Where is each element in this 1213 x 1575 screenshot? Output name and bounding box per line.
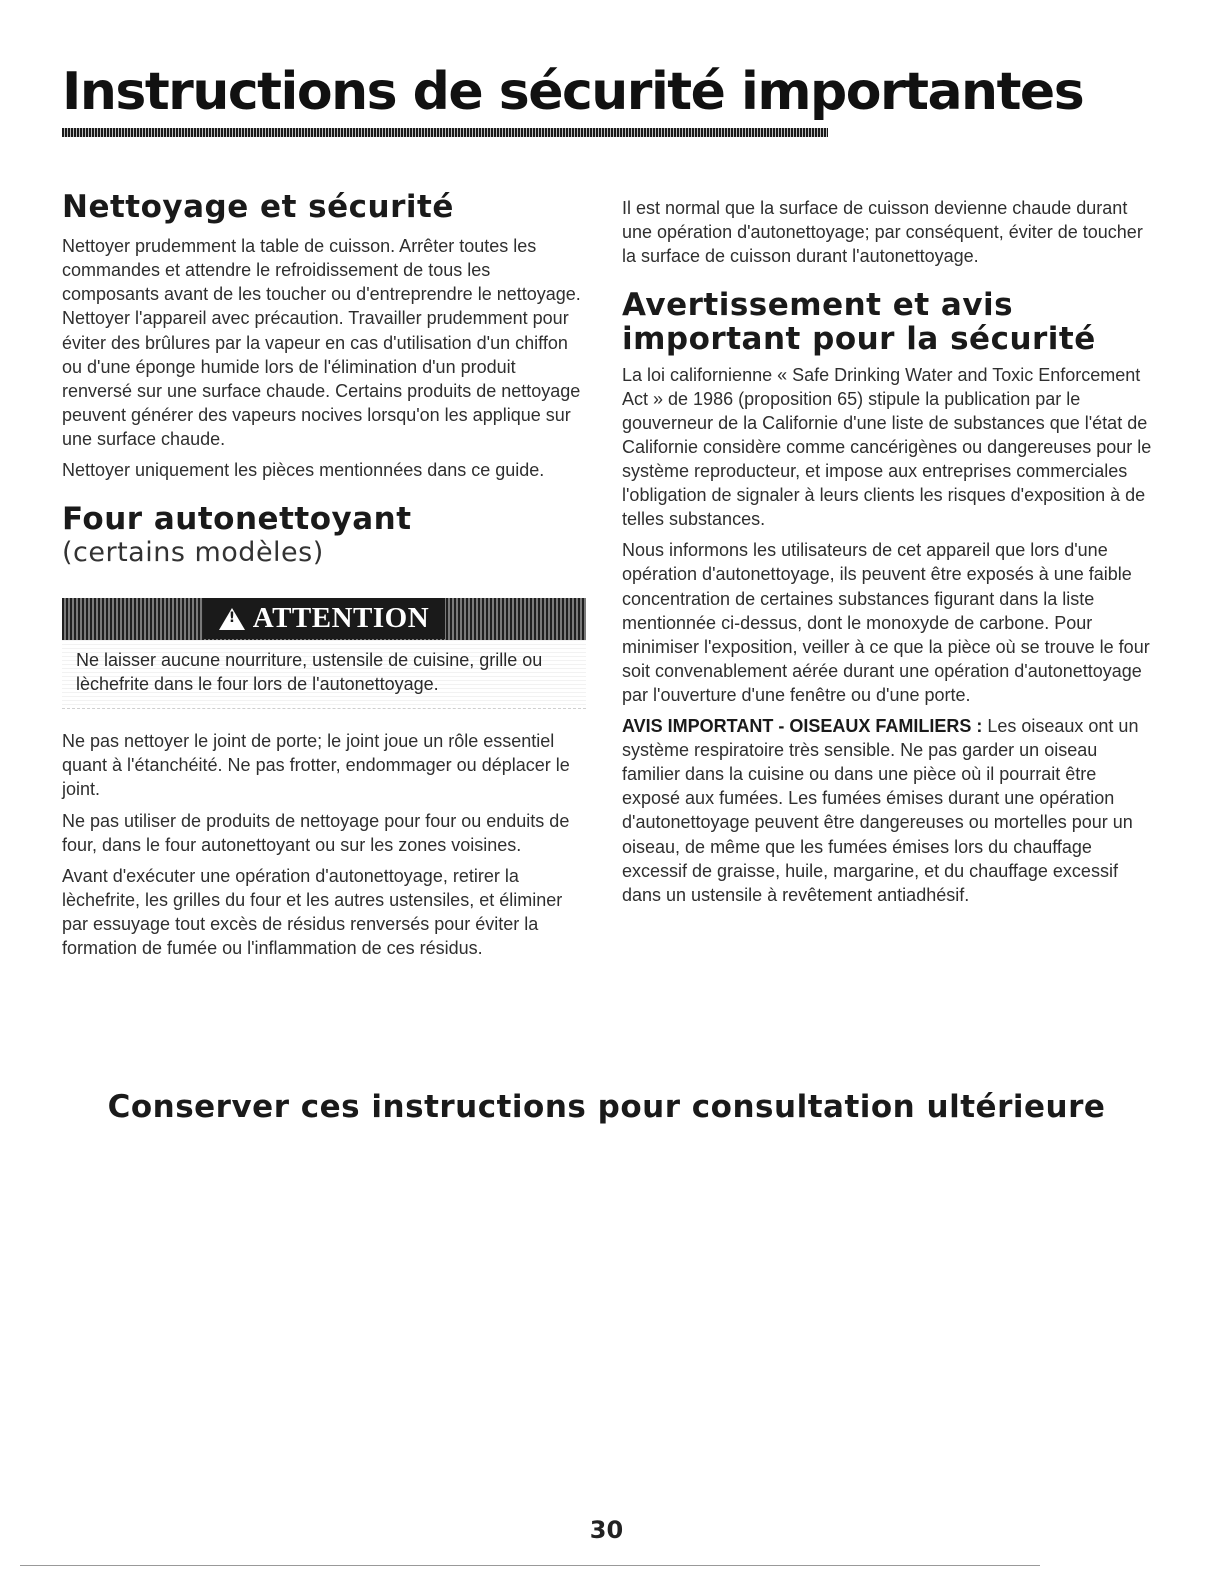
four-paragraph-2: Ne pas utiliser de produits de nettoyage pour four ou enduits de four, dans le four autonettoyant ou sur les zones voisines.	[62, 810, 570, 855]
warning-triangle-icon	[219, 608, 245, 630]
page-number: 30	[589, 1516, 624, 1544]
left-column	[62, 190, 582, 960]
avert-paragraph-3	[622, 714, 1152, 907]
page-title: Instructions de sécurité importantes	[62, 62, 1084, 122]
avert-paragraph-1: La loi californienne « Safe Drinking Water and Toxic Enforcement Act » de 1986 (proposition 65) stipule la publication par le gouverneur de la Californie d'une liste de substances que l'état de Californie considère comme cancérigènes ou dangereuses pour le système reproducteur, et impose aux entreprises commerciales l'obligation de signaler à leurs clients les risques d'exposition à de telles substances.	[622, 364, 1152, 530]
section-heading-avertissement-line2: important pour la sécurité	[622, 321, 1096, 358]
nettoyage-paragraph-2: Nettoyer uniquement les pièces mentionnées dans ce guide.	[62, 460, 545, 481]
intro-paragraph: Il est normal que la surface de cuisson devienne chaude durant une opération d'autonettoyage; par conséquent, éviter de toucher la surface de cuisson durant l'autonettoyage.	[622, 198, 1143, 267]
title-underline-rule	[62, 128, 828, 137]
section-heading-avertissement-line1: Avertissement et avis	[622, 287, 1014, 324]
avis-important-body: Les oiseaux ont un système respiratoire très sensible. Ne pas garder un oiseau familier dans la cuisine ou dans une pièce où il pourrait être exposé aux fumées. Les fumées émises durant une opération d'autonettoyage peuvent être dangereuses ou mortelles pour un oiseau, de même que les fumées émises lors du chauffage excessif de graisse, huile, margarine, et du chauffage excessif dans un ustensile à revêtement antiadhésif.	[622, 716, 1139, 905]
attention-warning-box	[62, 598, 586, 709]
attention-banner	[62, 598, 586, 640]
four-paragraph-3: Avant d'exécuter une opération d'autonettoyage, retirer la lèchefrite, les grilles du four et les autres ustensiles, et éliminer par essuyage tout excès de résidus renversés pour éviter la formation de fumée ou l'inflammation de ces résidus.	[62, 865, 563, 959]
attention-label: ATTENTION	[252, 602, 430, 635]
section-heading-nettoyage: Nettoyage et sécurité	[62, 189, 454, 225]
bottom-rule	[20, 1565, 1040, 1566]
nettoyage-paragraph-1: Nettoyer prudemment la table de cuisson. Arrêter toutes les commandes et attendre le refroidissement de tous les composants avant de les toucher ou d'entreprendre le nettoyage. Nettoyer l'appareil avec précaution. Travailler prudemment pour éviter des brûlures par la vapeur en cas d'utilisation d'un chiffon ou d'une éponge humide lors de l'élimination d'un produit renversé sur une surface chaude. Certains produits de nettoyage peuvent générer des vapeurs nocives lorsqu'on les applique sur une surface chaude.	[62, 236, 581, 449]
avert-paragraph-2: Nous informons les utilisateurs de cet appareil que lors d'une opération d'autonettoyage, ils peuvent être exposés à une faible concentration de certaines substances figurant dans la liste mentionnée ci-dessus, dont le monoxyde de carbone. Pour minimiser l'exposition, veiller à ce que la pièce où se trouve le four soit convenablement aérée durant une opération d'autonettoyage par l'ouverture d'une fenêtre ou d'une porte.	[622, 540, 1150, 705]
avis-important-lead: AVIS IMPORTANT - OISEAUX FAMILIERS :	[622, 716, 983, 737]
attention-text: Ne laisser aucune nourriture, ustensile de cuisine, grille ou lèchefrite dans le four lors de l'autonettoyage.	[62, 640, 586, 708]
footer-title: Conserver ces instructions pour consultation ultérieure	[107, 1089, 1106, 1125]
right-column	[622, 196, 1152, 907]
section-subheading-four: (certains modèles)	[62, 537, 324, 569]
four-paragraph-1: Ne pas nettoyer le joint de porte; le joint joue un rôle essentiel quant à l'étanchéité. Ne pas frotter, endommager ou déplacer le joint.	[62, 731, 570, 800]
section-heading-four: Four autonettoyant	[62, 501, 412, 538]
